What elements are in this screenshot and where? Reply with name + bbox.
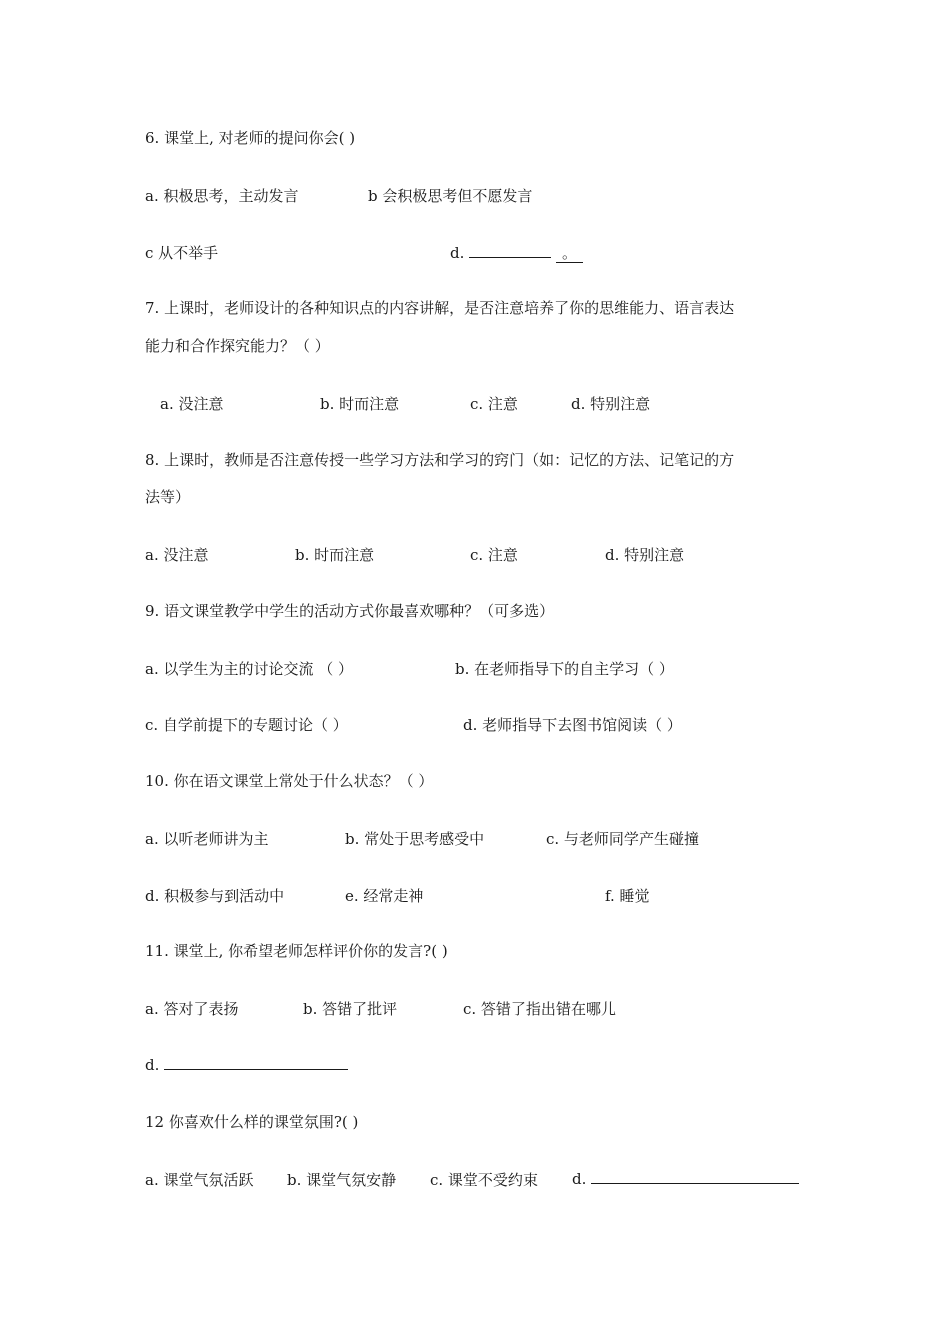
q9-option-c: c. 自学前提下的专题讨论（ ） (145, 716, 348, 734)
q11-question: 11. 课堂上, 你希望老师怎样评价你的发言?( ) (145, 942, 448, 960)
q12-question: 12 你喜欢什么样的课堂氛围?( ) (145, 1113, 359, 1131)
q7-question-line1: 7. 上课时，老师设计的各种知识点的内容讲解，是否注意培养了你的思维能力、语言表达 (145, 299, 735, 317)
q10-option-c: c. 与老师同学产生碰撞 (546, 830, 699, 848)
q10-option-f: f. 睡觉 (605, 887, 650, 905)
q10-question: 10. 你在语文课堂上常处于什么状态？（ ） (145, 772, 434, 790)
q9-option-d: d. 老师指导下去图书馆阅读（ ） (463, 716, 682, 734)
q8-question-line1: 8. 上课时，教师是否注意传授一些学习方法和学习的窍门（如：记忆的方法、记笔记的方 (145, 451, 735, 469)
q11-option-b: b. 答错了批评 (303, 1000, 398, 1018)
q6-question: 6. 课堂上, 对老师的提问你会( ) (145, 129, 356, 147)
q8-option-c: c. 注意 (470, 546, 518, 564)
q12-option-a: a. 课堂气氛活跃 (145, 1171, 254, 1189)
q10-option-b: b. 常处于思考感受中 (345, 830, 485, 848)
q11-option-c: c. 答错了指出错在哪儿 (463, 1000, 616, 1018)
q6-answer-blank[interactable] (469, 243, 551, 258)
q10-option-e: e. 经常走神 (345, 887, 424, 905)
q11-option-d (145, 1055, 348, 1074)
q9-question: 9. 语文课堂教学中学生的活动方式你最喜欢哪种？（可多选） (145, 602, 555, 620)
q12-option-c: c. 课堂不受约束 (430, 1171, 538, 1189)
q7-option-c: c. 注意 (470, 395, 518, 413)
q11-answer-blank[interactable] (164, 1055, 348, 1070)
q12-option-d-label: d. (572, 1170, 587, 1188)
q10-option-a: a. 以听老师讲为主 (145, 830, 269, 848)
q9-option-a: a. 以学生为主的讨论交流 （ ） (145, 660, 354, 678)
q8-option-b: b. 时而注意 (295, 546, 375, 564)
q11-option-d-label: d. (145, 1056, 160, 1074)
q6-option-d (450, 242, 583, 263)
q11-option-a: a. 答对了表扬 (145, 1000, 239, 1018)
q7-question-line2: 能力和合作探究能力？（ ） (145, 337, 330, 355)
q12-option-b: b. 课堂气氛安静 (287, 1171, 397, 1189)
q8-question-line2: 法等） (145, 488, 191, 506)
q10-option-d: d. 积极参与到活动中 (145, 887, 285, 905)
q8-option-a: a. 没注意 (145, 546, 209, 564)
q8-option-d: d. 特别注意 (605, 546, 685, 564)
q7-option-d: d. 特别注意 (571, 395, 651, 413)
q7-option-b: b. 时而注意 (320, 395, 400, 413)
q6-option-a: a. 积极思考，主动发言 (145, 187, 299, 205)
q12-option-d (572, 1169, 799, 1188)
q7-option-a: a. 没注意 (160, 395, 224, 413)
q6-option-c: c 从不举手 (145, 244, 219, 262)
q12-answer-blank[interactable] (591, 1169, 799, 1184)
q6-option-b: b 会积极思考但不愿发言 (368, 187, 533, 205)
q6-option-d-label: d. (450, 244, 465, 262)
q9-option-b: b. 在老师指导下的自主学习（ ） (455, 660, 674, 678)
q6-option-d-end: 。 (556, 244, 583, 263)
